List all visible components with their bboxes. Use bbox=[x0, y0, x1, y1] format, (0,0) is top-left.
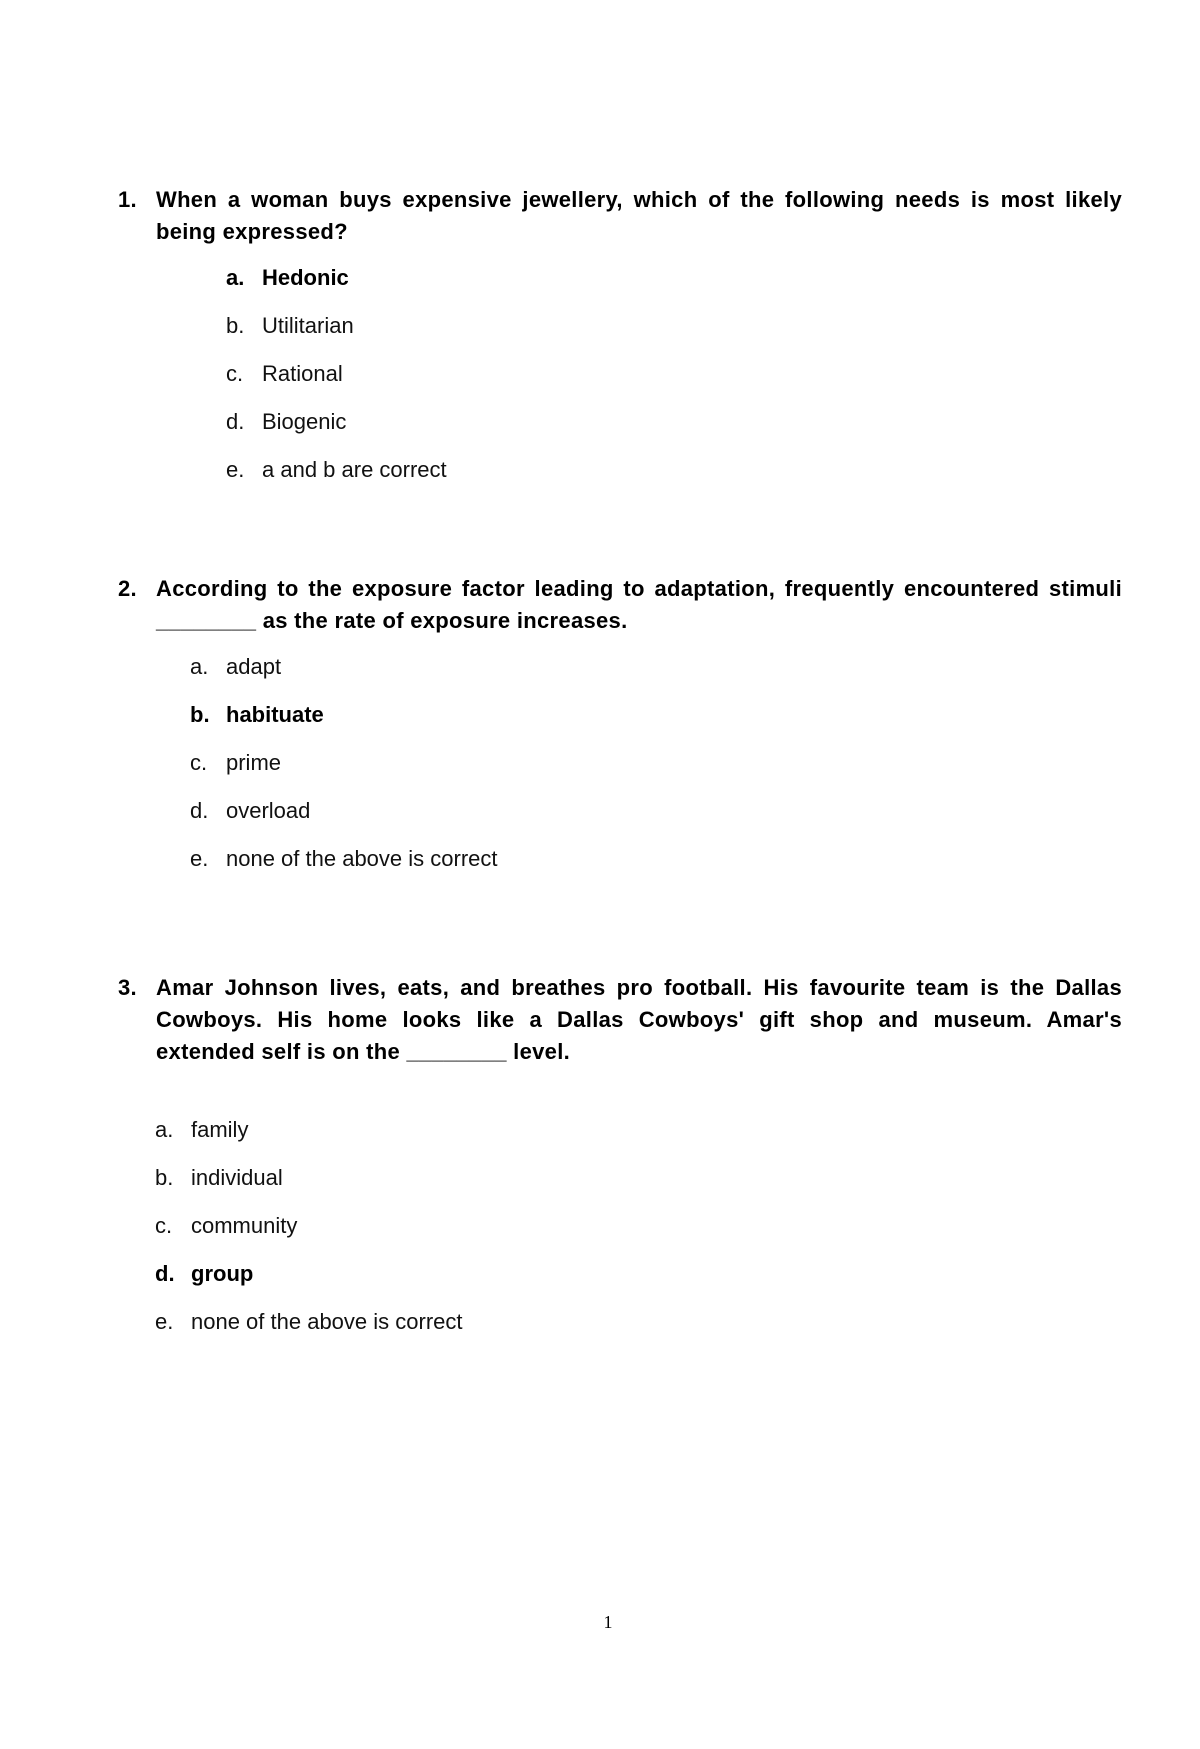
option-text: group bbox=[191, 1261, 254, 1286]
option-letter: e. bbox=[226, 457, 245, 482]
option-text: overload bbox=[226, 798, 311, 823]
option-d bbox=[226, 407, 346, 437]
option-d-correct bbox=[155, 1259, 253, 1289]
option-text: Utilitarian bbox=[262, 313, 354, 338]
page-number: 1 bbox=[603, 1612, 613, 1632]
option-letter: b. bbox=[190, 702, 210, 727]
option-letter: d. bbox=[226, 409, 245, 434]
question-1 bbox=[118, 184, 1122, 248]
option-text: Rational bbox=[262, 361, 343, 386]
option-letter: e. bbox=[190, 846, 209, 871]
option-letter: d. bbox=[190, 798, 209, 823]
option-text: prime bbox=[226, 750, 282, 775]
option-a-correct bbox=[226, 263, 349, 293]
option-b bbox=[155, 1163, 283, 1193]
question-2 bbox=[118, 573, 1122, 637]
option-text: Hedonic bbox=[262, 265, 349, 290]
question-stem bbox=[118, 972, 1122, 1068]
option-letter: c. bbox=[190, 750, 208, 775]
option-letter: a. bbox=[155, 1117, 174, 1142]
question-text: Amar Johnson lives, eats, and breathes pro football. His favourite team is the Dallas Cowboys. His home looks like a Dallas Cowboys' gift shop and museum. Amar's extended self is on the ________ level. bbox=[156, 975, 1122, 1064]
option-c bbox=[155, 1211, 297, 1241]
option-text: none of the above is correct bbox=[191, 1309, 463, 1334]
option-letter: e. bbox=[155, 1309, 174, 1334]
option-text: none of the above is correct bbox=[226, 846, 498, 871]
option-letter: c. bbox=[226, 361, 244, 386]
question-text: According to the exposure factor leading to adaptation, frequently encountered stimuli ________ as the rate of exposure increases. bbox=[156, 576, 1122, 633]
option-text: habituate bbox=[226, 702, 324, 727]
option-text: family bbox=[191, 1117, 249, 1142]
option-b-correct bbox=[190, 700, 324, 730]
option-d bbox=[190, 796, 310, 826]
option-c bbox=[190, 748, 281, 778]
question-text: When a woman buys expensive jewellery, which of the following needs is most likely being expressed? bbox=[156, 187, 1122, 244]
question-number: 3. bbox=[118, 975, 137, 1000]
question-number: 1. bbox=[118, 187, 137, 212]
option-c bbox=[226, 359, 343, 389]
option-letter: b. bbox=[155, 1165, 174, 1190]
option-text: adapt bbox=[226, 654, 282, 679]
option-letter: b. bbox=[226, 313, 245, 338]
question-stem bbox=[118, 573, 1122, 637]
option-e bbox=[226, 455, 447, 485]
option-letter: d. bbox=[155, 1261, 175, 1286]
option-letter: a. bbox=[226, 265, 245, 290]
question-3 bbox=[118, 972, 1122, 1068]
option-text: Biogenic bbox=[262, 409, 347, 434]
option-a bbox=[190, 652, 281, 682]
option-b bbox=[226, 311, 354, 341]
option-text: a and b are correct bbox=[262, 457, 447, 482]
option-a bbox=[155, 1115, 248, 1145]
option-letter: c. bbox=[155, 1213, 173, 1238]
option-text: individual bbox=[191, 1165, 283, 1190]
question-number: 2. bbox=[118, 576, 137, 601]
option-letter: a. bbox=[190, 654, 209, 679]
option-e bbox=[190, 844, 498, 874]
option-text: community bbox=[191, 1213, 298, 1238]
option-e bbox=[155, 1307, 463, 1337]
question-stem bbox=[118, 184, 1122, 248]
